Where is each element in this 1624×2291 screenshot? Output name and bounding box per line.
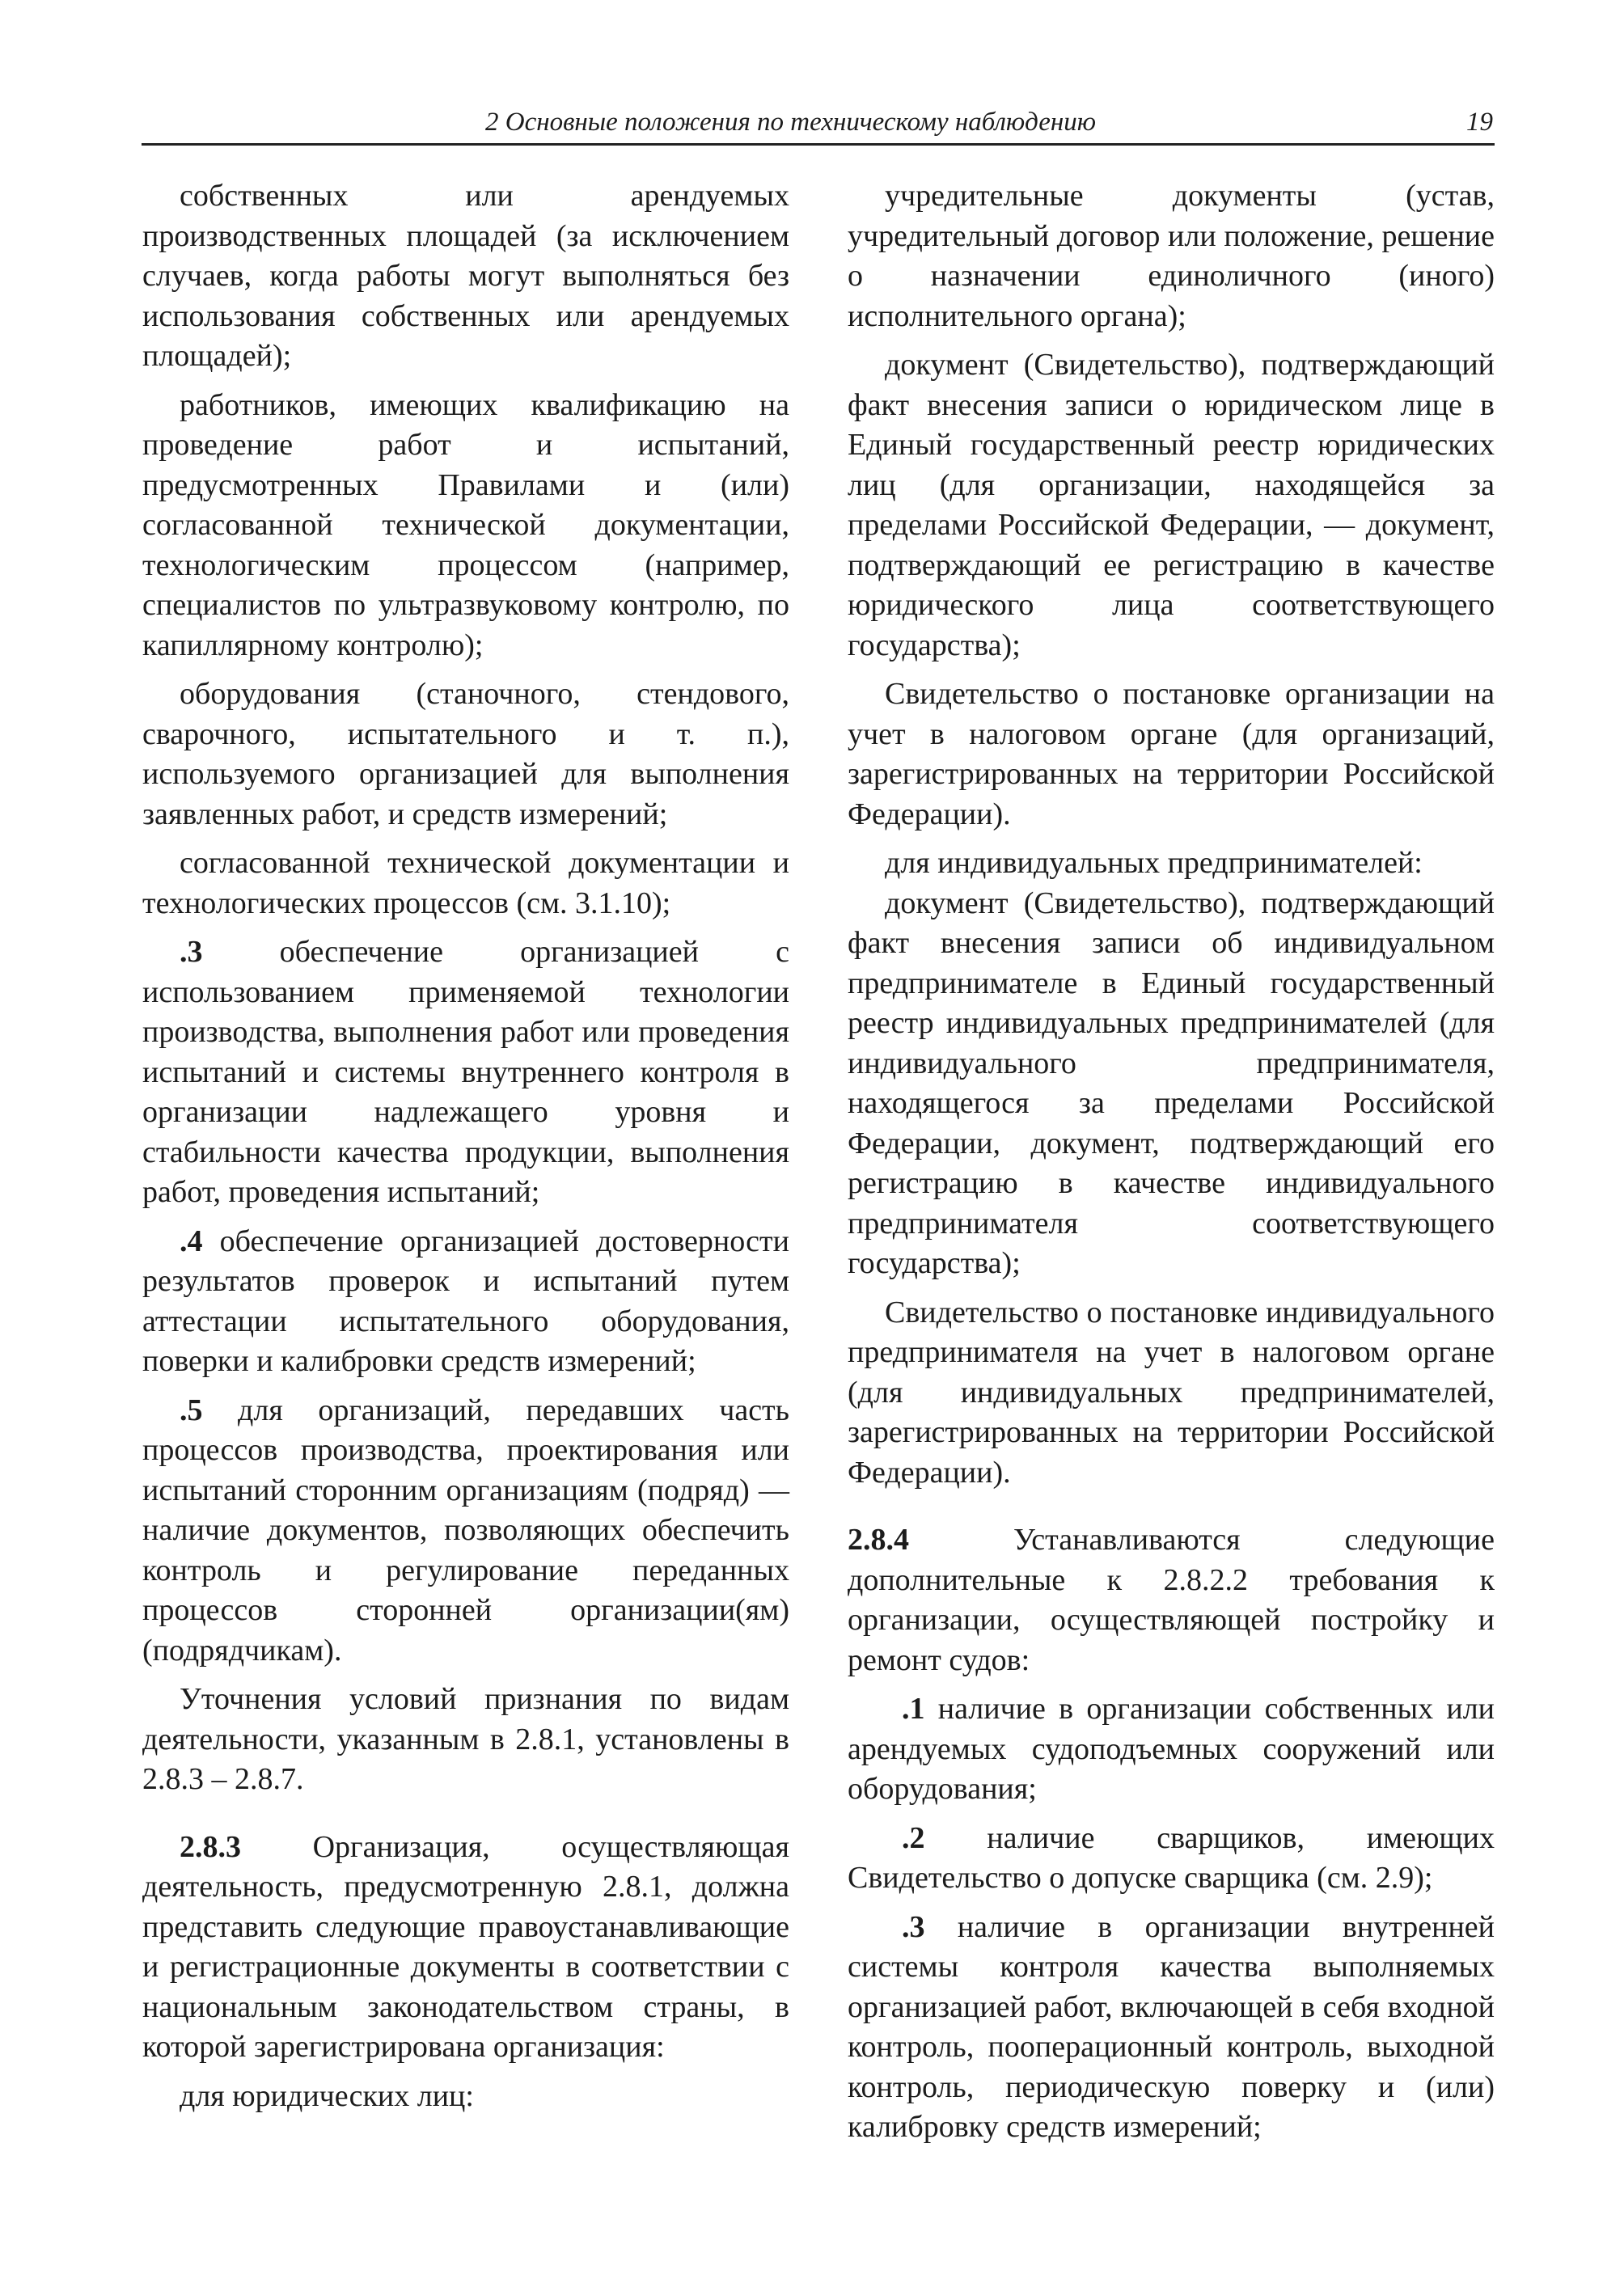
item-number: .3 — [180, 935, 203, 969]
item-text: для организаций, передавших часть процессов производства, проектирования или испытаний сторонним организациям (подряд) — наличие документов, позволяющих обеспечить контроль и регулирование переданных процессов сторонней организации(ям) (подрядчикам). — [142, 1393, 789, 1668]
list-item — [848, 1689, 1495, 1810]
item-text: наличие в организации собственных или арендуемых судоподъемных сооружений или оборудования; — [848, 1692, 1495, 1806]
section-paragraph — [848, 1520, 1495, 1680]
section-text: Организация, осуществляющая деятельность, предусмотренную 2.8.1, должна представить следующие правоустанавливающие и регистрационные документы в соответствии с национальным законодательством страны, в которой зарегистрирована организация: — [142, 1829, 789, 2064]
list-item — [848, 1819, 1495, 1899]
item-text: обеспечение организацией с использованием применяемой технологии производства, выполнения работ или проведения испытаний и системы внутреннего контроля в организации надлежащего уровня и стабильности качества продукции, выполнения работ, проведения испытаний; — [142, 935, 789, 1209]
section-number: 2.8.4 — [848, 1523, 909, 1557]
item-number: .4 — [180, 1224, 203, 1258]
running-title: 2 Основные положения по техническому наблюдению — [485, 108, 1097, 137]
left-column — [142, 176, 789, 2125]
item-text: наличие в организации внутренней системы контроля качества выполняемых организацией работ, включающей в себя входной контроль, пооперационный контроль, выходной контроль, периодическую поверку и (или) калибровку средств измерений; — [848, 1909, 1495, 2144]
paragraph: документ (Свидетельство), подтверждающий факт внесения записи о юридическом лице в Единый государственный реестр юридических лиц (для организации, находящейся за пределами Российской Федерации, — документ, подтверждающий ее регистрацию в качестве юридического лица соответствующего государства); — [848, 348, 1495, 662]
paragraph: работников, имеющих квалификацию на проведение работ и испытаний, предусмотренных Правилами и (или) согласованной технической документации, технологическим процессом (например, специалистов по ультразвуковому контролю, по капиллярному контролю); — [142, 387, 789, 662]
page-number: 19 — [1466, 108, 1493, 137]
item-number: .5 — [180, 1393, 203, 1427]
paragraph: Свидетельство о постановке индивидуального предпринимателя на учет в налоговом органе (для индивидуальных предпринимателей, зарегистрированных на территории Российской Федерации). — [848, 1295, 1495, 1490]
list-item — [142, 1222, 789, 1382]
section-number: 2.8.3 — [180, 1829, 241, 1864]
paragraph: для индивидуальных предпринимателей: — [885, 846, 1423, 880]
list-item — [142, 1391, 789, 1672]
paragraph: Уточнения условий признания по видам деятельности, указанным в 2.8.1, установлены в 2.8.3 – 2.8.7. — [142, 1682, 789, 1796]
paragraph: документ (Свидетельство), подтверждающий факт внесения записи об индивидуальном предпринимателе в Единый государственный реестр индивидуальных предпринимателей (для индивидуального предпринимателя, находящегося за пределами Российской Федерации, документ, подтверждающий его регистрацию в качестве индивидуального предпринимателя соответствующего государства); — [848, 886, 1495, 1280]
item-number: .1 — [902, 1692, 925, 1726]
paragraph: Свидетельство о постановке организации на учет в налоговом органе (для организаций, зарегистрированных на территории Российской Федерации). — [848, 677, 1495, 831]
item-number: .3 — [902, 1909, 925, 1944]
paragraph: согласованной технической документации и технологических процессов (см. 3.1.10); — [142, 846, 789, 920]
page-header — [142, 101, 1495, 146]
section-text: Устанавливаются следующие дополнительные к 2.8.2.2 требования к организации, осуществляющей постройку и ремонт судов: — [848, 1523, 1495, 1677]
right-column — [848, 176, 1495, 2157]
paragraph: собственных или арендуемых производственных площадей (за исключением случаев, когда работы могут выполняться без использования собственных или арендуемых площадей); — [142, 179, 789, 373]
section-paragraph — [142, 1828, 789, 2068]
item-text: обеспечение организацией достоверности результатов проверок и испытаний путем аттестации испытательного оборудования, поверки и калибровки средств измерений; — [142, 1224, 789, 1378]
paragraph: для юридических лиц: — [180, 2078, 474, 2113]
list-item — [142, 932, 789, 1213]
item-text: наличие сварщиков, имеющих Свидетельство о допуске сварщика (см. 2.9); — [848, 1820, 1495, 1895]
list-item — [848, 1908, 1495, 2148]
paragraph: учредительные документы (устав, учредительный договор или положение, решение о назначении единоличного (иного) исполнительного органа); — [848, 179, 1495, 333]
paragraph: оборудования (станочного, стендового, сварочного, испытательного и т. п.), используемого организацией для выполнения заявленных работ, и средств измерений; — [142, 677, 789, 831]
item-number: .2 — [902, 1820, 925, 1855]
